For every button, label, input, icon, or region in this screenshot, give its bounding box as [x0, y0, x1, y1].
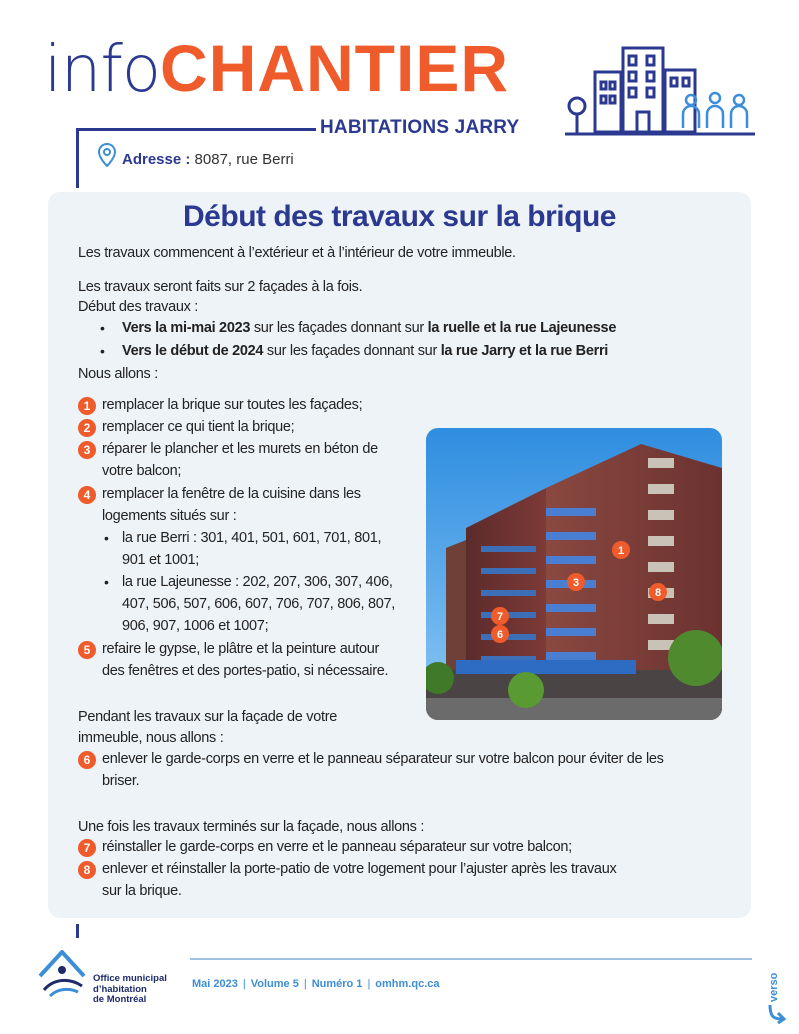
issue-info: Mai 2023 | Volume 5 | Numéro 1 | omhm.qc.ca [192, 978, 440, 990]
berri-units-cont: 901 et 1001; [122, 552, 200, 568]
photo-marker-8: 8 [654, 587, 662, 599]
schedule-item: Vers la mi-mai 2023 sur les façades donnant sur la ruelle et la rue Lajeunesse [122, 320, 617, 336]
after-item-8: enlever et réinstaller la porte-patio de votre logement pour l’ajuster après les travaux [102, 861, 617, 877]
photo-marker-3: 3 [572, 577, 580, 589]
headline: Début des travaux sur la brique [183, 200, 616, 233]
after-item-7: réinstaller le garde-corps en verre et le panneau séparateur sur votre balcon; [102, 839, 572, 855]
masthead-info: info [44, 33, 161, 107]
verso-label: verso [768, 972, 780, 1002]
photo-marker-7: 7 [496, 611, 504, 623]
photo-marker-1: 1 [617, 545, 625, 557]
website-link[interactable]: omhm.qc.ca [375, 978, 440, 990]
schedule-item: Vers le début de 2024 sur les façades donnant sur la rue Jarry et la rue Berri [122, 343, 609, 359]
after-intro: Une fois les travaux terminés sur la façade, nous allons : [78, 819, 425, 835]
during-intro-cont: immeuble, nous allons : [78, 730, 224, 746]
number-badge-6: 6 [78, 751, 96, 769]
bullet: • [100, 343, 105, 359]
project-name: HABITATIONS JARRY [320, 117, 520, 138]
buildings-and-people-illustration [565, 42, 755, 142]
work-item-1: remplacer la brique sur toutes les façades; [102, 397, 363, 413]
bullet: • [104, 574, 109, 590]
number-badge-2: 2 [78, 419, 96, 437]
work-item-4-cont: logements situés sur : [102, 508, 237, 524]
during-item-6-cont: briser. [102, 773, 140, 789]
location-pin-icon [98, 143, 116, 167]
issue-volume: Volume 5 [250, 978, 299, 990]
photo-marker-6: 6 [496, 629, 504, 641]
during-item-6: enlever le garde-corps en verre et le panneau séparateur sur votre balcon pour éviter de les [102, 751, 664, 767]
address-value: 8087, rue Berri [194, 151, 294, 168]
intro-line-2: Les travaux seront faits sur 2 façades à la fois. [78, 279, 363, 295]
issue-number: Numéro 1 [311, 978, 363, 990]
number-badge-4: 4 [78, 486, 96, 504]
address-label: Adresse : [122, 151, 191, 168]
building-photo [426, 428, 722, 720]
footer-rule [190, 958, 752, 960]
work-item-2: remplacer ce qui tient la brique; [102, 419, 295, 435]
org-name: Office municipal d’habitation de Montréal [93, 973, 167, 1005]
masthead-title [44, 30, 509, 120]
masthead-chantier: CHANTIER [160, 31, 510, 105]
nous-allons: Nous allons : [78, 366, 158, 382]
number-badge-8: 8 [78, 861, 96, 879]
work-item-3-cont: votre balcon; [102, 463, 182, 479]
work-item-5-cont: des fenêtres et des portes-patio, si nécessaire. [102, 663, 389, 679]
number-badge-5: 5 [78, 641, 96, 659]
bullet: • [100, 320, 105, 336]
footer-tick [76, 924, 79, 938]
berri-units: la rue Berri : 301, 401, 501, 601, 701, 801, [122, 530, 382, 546]
number-badge-1: 1 [78, 397, 96, 415]
lajeunesse-units-cont: 407, 506, 507, 606, 607, 706, 707, 806, 807, [122, 596, 396, 612]
lajeunesse-units-cont: 906, 907, 1006 et 1007; [122, 618, 269, 634]
issue-date: Mai 2023 [192, 978, 238, 990]
work-item-5: refaire le gypse, le plâtre et la peinture autour [102, 641, 380, 657]
number-badge-3: 3 [78, 441, 96, 459]
work-item-4: remplacer la fenêtre de la cuisine dans les [102, 486, 361, 502]
masthead-rule [76, 128, 316, 131]
omhm-logo-icon [34, 946, 90, 998]
during-intro: Pendant les travaux sur la façade de votre [78, 709, 338, 725]
intro-line-1: Les travaux commencent à l’extérieur et à l’intérieur de votre immeuble. [78, 245, 516, 261]
number-badge-7: 7 [78, 839, 96, 857]
masthead-vertical-rule [76, 128, 79, 188]
work-item-3: réparer le plancher et les murets en béton de [102, 441, 378, 457]
lajeunesse-units: la rue Lajeunesse : 202, 207, 306, 307, 406, [122, 574, 393, 590]
intro-line-3: Début des travaux : [78, 299, 199, 315]
after-item-8-cont: sur la brique. [102, 883, 182, 899]
bullet: • [104, 530, 109, 546]
